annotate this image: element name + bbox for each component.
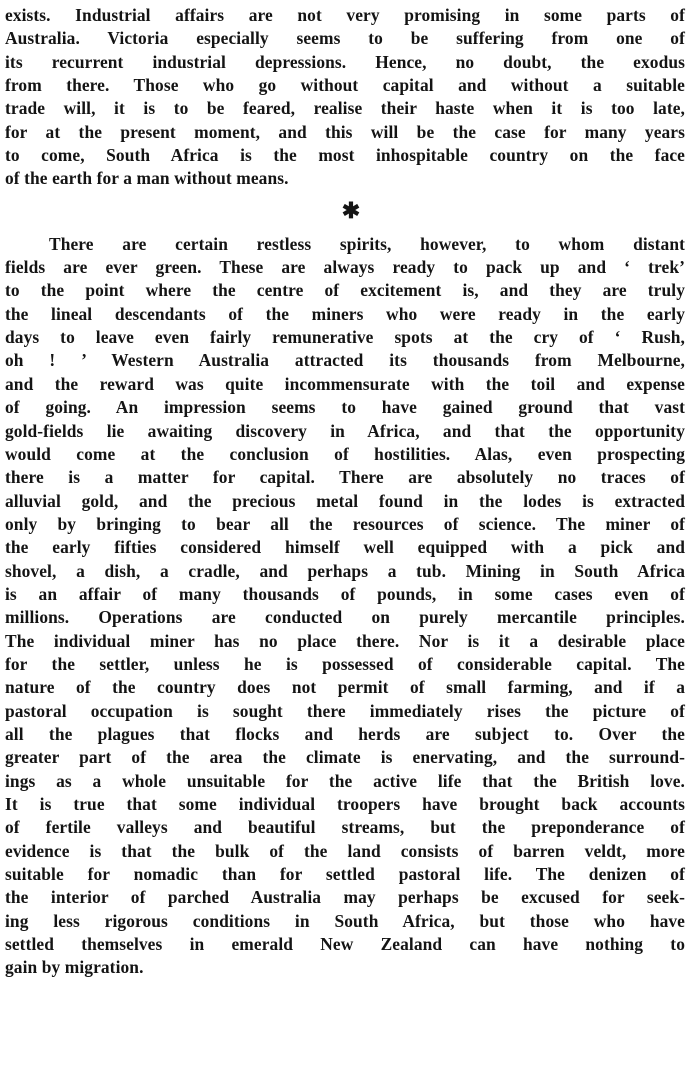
text-line: fields are ever green. These are always ready to pack up and ‘ trek’ <box>5 257 685 278</box>
text-line: gain by migration. <box>5 957 144 978</box>
text-line: trade will, it is to be feared, realise their haste when it is too late, <box>5 98 685 119</box>
text-line: of the earth for a man without means. <box>5 168 289 189</box>
text-line: nature of the country does not permit of small farming, and if a <box>5 677 685 698</box>
text-line: from there. Those who go without capital and without a suitable <box>5 75 685 96</box>
text-line: evidence is that the bulk of the land consists of barren veldt, more <box>5 840 685 861</box>
text-line: and the reward was quite incommensurate with the toil and expense <box>5 373 685 394</box>
text-line: alluvial gold, and the precious metal found in the lodes is extracted <box>5 490 685 511</box>
document-page <box>5 4 685 980</box>
text-line: is an affair of many thousands of pounds, in some cases even of <box>5 583 685 604</box>
text-line: the lineal descendants of the miners who were ready in the early <box>5 303 685 324</box>
text-line: its recurrent industrial depressions. Hence, no doubt, the exodus <box>5 51 685 72</box>
text-line: exists. Industrial affairs are not very promising in some parts of <box>5 5 685 25</box>
text-line: settled themselves in emerald New Zealand can have nothing to <box>5 934 685 955</box>
text-line: to come, South Africa is the most inhospitable country on the face <box>5 145 685 166</box>
text-line: there is a matter for capital. There are absolutely no traces of <box>5 467 685 488</box>
text-line: The individual miner has no place there. Nor is it a desirable place <box>5 630 685 651</box>
text-line: all the plagues that flocks and herds are subject to. Over the <box>5 723 685 744</box>
text-line: millions. Operations are conducted on purely mercantile principles. <box>5 607 685 628</box>
text-line: of fertile valleys and beautiful streams, but the preponderance of <box>5 817 685 838</box>
text-line: to the point where the centre of excitement is, and they are truly <box>5 280 685 301</box>
text-line: would come at the conclusion of hostilities. Alas, even prospecting <box>5 443 685 464</box>
text-line: ings as a whole unsuitable for the active life that the British love. <box>5 770 685 791</box>
text-line: There are certain restless spirits, however, to whom distant <box>49 233 685 254</box>
section-divider-asterisk: ✱ <box>341 197 361 223</box>
text-line: the early fifties considered himself well equipped with a pick and <box>5 537 685 558</box>
text-line: for the settler, unless he is possessed of considerable capital. The <box>5 653 685 674</box>
text-line: of going. An impression seems to have gained ground that vast <box>5 397 685 418</box>
text-line: It is true that some individual troopers have brought back accounts <box>5 794 685 814</box>
text-line: shovel, a dish, a cradle, and perhaps a tub. Mining in South Africa <box>5 560 685 581</box>
paragraph-1 <box>5 4 685 191</box>
text-line: for at the present moment, and this will be the case for many years <box>5 121 685 142</box>
text-line: greater part of the area the climate is enervating, and the surround- <box>5 747 685 768</box>
text-line: the interior of parched Australia may perhaps be excused for seek- <box>5 887 685 908</box>
paragraph-2 <box>5 233 685 980</box>
text-line: days to leave even fairly remunerative spots at the cry of ‘ Rush, <box>5 327 685 348</box>
text-line: gold-fields lie awaiting discovery in Africa, and that the opportunity <box>5 420 685 441</box>
text-line: ing less rigorous conditions in South Africa, but those who have <box>5 910 685 931</box>
text-line: suitable for nomadic than for settled pastoral life. The denizen of <box>5 864 685 885</box>
text-line: Australia. Victoria especially seems to be suffering from one of <box>5 28 685 49</box>
text-line: only by bringing to bear all the resources of science. The miner of <box>5 513 685 534</box>
text-line: pastoral occupation is sought there immediately rises the picture of <box>5 700 685 721</box>
text-line: oh ! ’ Western Australia attracted its thousands from Melbourne, <box>5 350 685 371</box>
